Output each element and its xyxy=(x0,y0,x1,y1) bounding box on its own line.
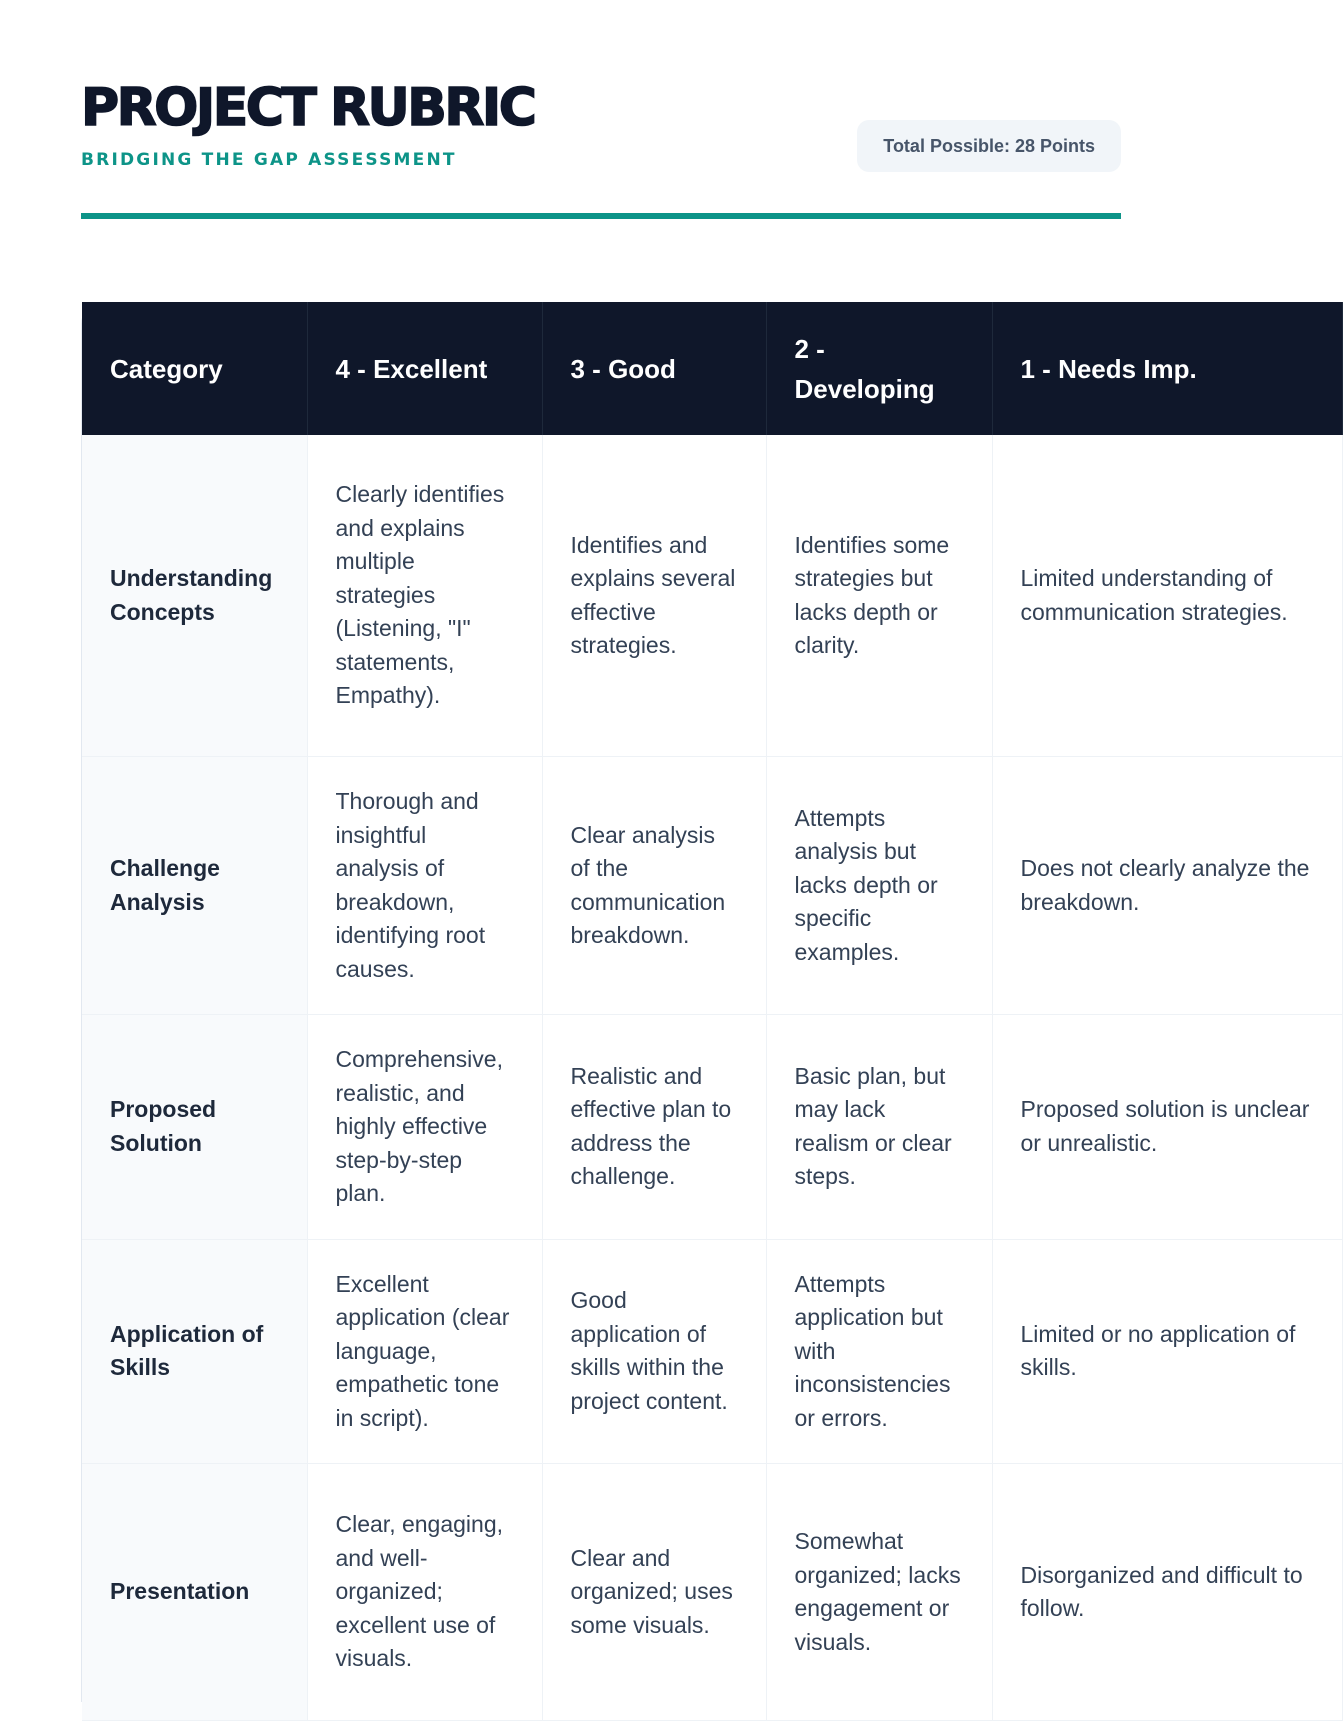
rubric-header-row xyxy=(82,302,1342,435)
column-header-excellent: 4 - Excellent xyxy=(307,302,542,435)
table-row xyxy=(82,1239,1342,1464)
criterion-developing: Somewhat organized; lacks engagement or visuals. xyxy=(766,1464,992,1721)
criterion-good: Realistic and effective plan to address the challenge. xyxy=(542,1015,766,1240)
column-header-developing: 2 - Developing xyxy=(766,302,992,435)
row-category: Proposed Solution xyxy=(82,1015,307,1240)
column-header-category: Category xyxy=(82,302,307,435)
criterion-developing: Identifies some strategies but lacks depth or clarity. xyxy=(766,435,992,757)
criterion-good: Identifies and explains several effective strategies. xyxy=(542,435,766,757)
criterion-excellent: Comprehensive, realistic, and highly effective step-by-step plan. xyxy=(307,1015,542,1240)
criterion-needs-improvement: Does not clearly analyze the breakdown. xyxy=(992,757,1342,1015)
criterion-good: Good application of skills within the project content. xyxy=(542,1239,766,1464)
criterion-good: Clear and organized; uses some visuals. xyxy=(542,1464,766,1721)
page-title: PROJECT RUBRIC xyxy=(81,78,535,138)
criterion-good: Clear analysis of the communication breakdown. xyxy=(542,757,766,1015)
rubric-table-container xyxy=(81,302,1310,1702)
criterion-needs-improvement: Limited or no application of skills. xyxy=(992,1239,1342,1464)
total-points-label: Total Possible: 28 Points xyxy=(883,135,1095,156)
column-header-good: 3 - Good xyxy=(542,302,766,435)
table-row xyxy=(82,1015,1342,1240)
criterion-excellent: Thorough and insightful analysis of breakdown, identifying root causes. xyxy=(307,757,542,1015)
criterion-needs-improvement: Disorganized and difficult to follow. xyxy=(992,1464,1342,1721)
page-header xyxy=(81,78,1121,222)
criterion-needs-improvement: Limited understanding of communication strategies. xyxy=(992,435,1342,757)
row-category: Understanding Concepts xyxy=(82,435,307,757)
table-row xyxy=(82,757,1342,1015)
page-subtitle: BRIDGING THE GAP ASSESSMENT xyxy=(81,150,457,170)
column-header-needs-improvement: 1 - Needs Imp. xyxy=(992,302,1342,435)
criterion-excellent: Clear, engaging, and well-organized; excellent use of visuals. xyxy=(307,1464,542,1721)
criterion-excellent: Clearly identifies and explains multiple strategies (Listening, "I" statements, Empathy). xyxy=(307,435,542,757)
row-category: Presentation xyxy=(82,1464,307,1721)
criterion-excellent: Excellent application (clear language, empathetic tone in script). xyxy=(307,1239,542,1464)
criterion-needs-improvement: Proposed solution is unclear or unrealistic. xyxy=(992,1015,1342,1240)
criterion-developing: Attempts analysis but lacks depth or specific examples. xyxy=(766,757,992,1015)
criterion-developing: Attempts application but with inconsistencies or errors. xyxy=(766,1239,992,1464)
table-row xyxy=(82,435,1342,757)
header-divider xyxy=(81,213,1121,219)
total-points-badge xyxy=(857,120,1121,172)
criterion-developing: Basic plan, but may lack realism or clear steps. xyxy=(766,1015,992,1240)
rubric-table xyxy=(82,302,1343,1721)
table-row xyxy=(82,1464,1342,1721)
row-category: Application of Skills xyxy=(82,1239,307,1464)
row-category: Challenge Analysis xyxy=(82,757,307,1015)
